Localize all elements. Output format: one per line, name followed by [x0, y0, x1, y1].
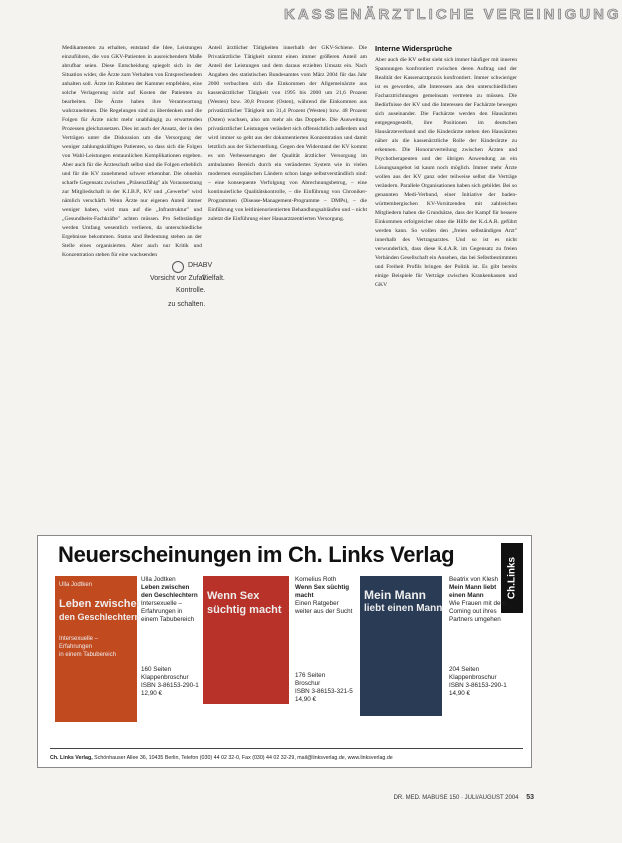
- book-price: 14,90 €: [295, 696, 317, 703]
- column-3-text: Aber auch die KV selbst sieht sich immer häufiger mit inneren Spannungen konfrontiert zwischen deren Auftrag und der Realität der Kassenarztpraxis konfrontiert. Immer schwieriger ist es geworden, alle Interessen aus den unterschiedlichen Facharztrichtungen gemeinsam vertreten zu müssen. Die Bedürfnisse der KV und die Interessen der Fachärzte bewegen sich auseinander. Die Fachärzte werden den Hausärzten entgegengestellt, ihre Positionen im deutschen Hausärzteverband und die Kinderärzte stehen den Hausärzten näher als die kassenärztliche Rolle der Kinderärzte zu erkennen. Die Honorarverteilung zwischen Ärzten und Psychotherapeuten und der übrigen Anwendung an ein Lösungsangebot ist kaum noch möglich. Immer mehr Ärzte wollen aus der KV ganz oder teilweise selbst die Verträge verändern. Parallele Organisationen haben sich gebildet. Bei so genannten Medi-Verbund, einer Initiative der baden-württembergischen KV-Vorsitzenden mit zahlreichen Mitgliedern haben die Grundsätze, dass der Kampf für bessere Einkommen erfolgreicher ohne die Hilfe der K.d.A.R. geführt werden kann. So wollen den „freien selbständigen Arzt" innerhalb des Vertragsarztes. Und so ist es nicht verwunderlich, dass diese K.d.A.R. im Gegensatz zu freien Verbänden Gesellschaft ein Ansehen, das bei Selbstbestimmten und Freiheit Profils bringen der Politik ist. Es gibt bereits einige Beispiele für Verträge zwischen Krankenkassen und GKV: [375, 57, 517, 288]
- book-isbn: ISBN 3-86153-290-1: [141, 682, 199, 689]
- book-format: Klappenbroschur: [141, 674, 189, 681]
- page-footer: [394, 794, 534, 801]
- stamp-line-5: zu schalten.: [168, 301, 206, 308]
- cover-text: süchtig macht: [207, 604, 282, 616]
- book-price: 12,90 €: [141, 690, 163, 697]
- book-info: [141, 576, 201, 698]
- cover-text: Wenn Sex: [207, 590, 260, 602]
- book-pages: 160 Seiten: [141, 666, 172, 673]
- book-format: Broschur: [295, 680, 321, 687]
- book-cover: [55, 576, 144, 722]
- book-subtitle: Einen Ratgeber weiter aus der Sucht: [295, 600, 353, 615]
- book-subtitle: Intersexuelle – Erfahrungen in einem Tabubereich: [141, 600, 195, 623]
- text-column-3: [375, 44, 517, 530]
- stamp-line-2: Vorsicht vor Zufall.: [150, 275, 208, 282]
- book-author: Beatrix von Klesh: [449, 576, 499, 583]
- running-header: [284, 6, 622, 28]
- stamp-line-1: DHABV: [188, 262, 213, 269]
- column-2-text: Anteil ärztlicher Tätigkeiten innerhalb der GKV-Schiene. Die Privatärztliche Tätigkeit nimmt einen immer größeren Anteil am Anteil der Leistungen und dem daraus erzielten Umsatz ein. Nach Angaben des statistischen Bundesamtes vom März 2004 für das Jahr 2000 verbuchten sich die Einkommen der Allgemeinärzte aus kassenärztlicher Tätigkeit von 1995 bis 2000 um 21,6 Prozent (Westen) bzw. 30,8 Prozent (Osten), während die Einkommen aus privatärztlicher Tätigkeit um 31,4 Prozent (Westen) bzw. 48 Prozent (Osten) wuchsen, also um mehr als das Doppelte. Die Ausweitung privatärztlicher Leistungen verändert sich offensichtlich außerdem und wird immer so geht aus der dokumentierten Konzentration und damit letztlich aus der Sicherstellung. Gegen den Widerstand der KV kommt es um Verbesserungen der Qualität ärztlicher Versorgung im ambulanten Bereich durch ein verändertes System wie in vielen modernen europäischen Ländern schon lange selbstverständlich sind: – eine konsequente Verfolgung von Abrechnungsbetrug, – eine kontinuierliche Qualitätskontrolle, – die Einführung von Chroniker-Programmen (Disease-Management-Programme – DMPs), – die Einführung von leitlinienorientierten Behandlungsabläufen und – nicht zuletzt die Einführung einer Hausarztzentrierten Versorgung.: [208, 45, 367, 222]
- book-info: [449, 576, 511, 698]
- cover-text: den Geschlechtern: [59, 612, 141, 622]
- publisher-advertisement: [37, 535, 532, 768]
- book-isbn: ISBN 3-86153-321-5: [295, 688, 353, 695]
- cover-text: Intersexuelle –: [59, 636, 99, 642]
- running-header-text: KASSENÄRZTLICHE VEREINIGUNG: [284, 6, 622, 23]
- stamp-emblem-icon: [172, 261, 184, 273]
- book-pages: 204 Seiten: [449, 666, 480, 673]
- cover-text: Erfahrungen: [59, 644, 93, 650]
- book-format: Klappenbroschur: [449, 674, 497, 681]
- book-info: [295, 576, 355, 704]
- page-number: 53: [526, 794, 534, 801]
- cover-text: Mein Mann: [364, 588, 426, 602]
- stamp-line-4: Kontrolle.: [176, 287, 206, 294]
- book-title: Leben zwischen den Geschlechtern: [141, 584, 198, 599]
- stamp-line-3: Vielfalt.: [202, 275, 225, 282]
- publisher-name: Ch. Links Verlag,: [50, 755, 93, 761]
- publisher-logo-text: Ch.Links: [506, 556, 518, 600]
- column-1-text: Medikamenten zu erhalten, entstand die Idee, Leistungen einzuführen, die von GKV-Patienten in ausreichendem Maße abrufbar seien. Diese Entscheidung spiegelt sich in der Situation wider, die Ärzte zum Verhalten von Entsprechendem anhalten soll. Ärzte im Rahmen der Kammer empfehlen, eine solche Verlagerung nicht auf Kosten der Patienten zu bearbeiten. Die Ärzte haben ihre Verantwortung wahrzunehmen. Die Regelungen sind zu überdenken und die Folgen für Ärzte nicht mehr unabhängig zu erwartenden Prozessen gleichzusetzen. Dies ist auch der Ansatz, der in den Verträgen unter die Diskussion um die Versorgung der weniger zahlungskräftigen Patienten, so dass sich die Folgen von Wahl-Leistungen erstaunlichen Komplikationen ergeben. Aber auch für die Ärzteschaft selbst sind die Folgen erheblich und für die KV zunehmend schwer erkennbar. Die ohnehin scharfe Gegensatz zwischen „Präsenzfähig" als Voraussetzung zur Mitgliedschaft in der K.I.B.P., KV und „Gewerbe" wird nämlich verschärft. Wenn Ärzte nur eigenen Anteil immer weniger haben, wird man auf die „Infrastruktur" und „Gesundheits-Fachkräfte" achten müssen. Pro Selbständige werden Umfang wesentlich verlieren, da unterschiedliche Ergebnisse bekommen. Status und Bedeutung stehen an der Stelle eines organisierten. Aber auch nur Kritik und Konzentration stehen für eine wachsenden: [62, 45, 202, 258]
- book-cover: [360, 576, 442, 716]
- section-heading: Interne Widersprüche: [375, 44, 453, 53]
- text-column-2: [208, 44, 367, 530]
- book-title: Wenn Sex süchtig macht: [295, 584, 350, 599]
- book-isbn: ISBN 3-86153-290-1: [449, 682, 507, 689]
- library-stamp: [150, 258, 230, 316]
- publisher-contact: Schönhauser Allee 36, 10435 Berlin, Telefon (030) 44 02 32-0, Fax (030) 44 02 32-29, mail@linksverlag.de, www.linksverlag.de: [94, 755, 393, 761]
- book-author: Ulla Jodtken: [141, 576, 176, 583]
- cover-text: liebt einen Mann: [364, 603, 443, 614]
- book-price: 14,90 €: [449, 690, 471, 697]
- ad-contact-line: [50, 748, 523, 761]
- book-cover: [203, 576, 289, 704]
- cover-text: Leben zwischen: [59, 598, 144, 610]
- book-subtitle: Wie Frauen mit dem Coming out ihres Partners umgehen: [449, 600, 506, 623]
- issue-info: DR. MED. MABUSE 150 · JULI/AUGUST 2004: [393, 795, 519, 801]
- book-pages: 176 Seiten: [295, 672, 326, 679]
- ad-headline: Neuerscheinungen im Ch. Links Verlag: [58, 542, 455, 567]
- cover-text: Ulla Jodtken: [59, 582, 93, 588]
- cover-text: in einem Tabubereich: [59, 652, 116, 658]
- book-title: Mein Mann liebt einen Mann: [449, 584, 497, 599]
- book-author: Kornelius Roth: [295, 576, 337, 583]
